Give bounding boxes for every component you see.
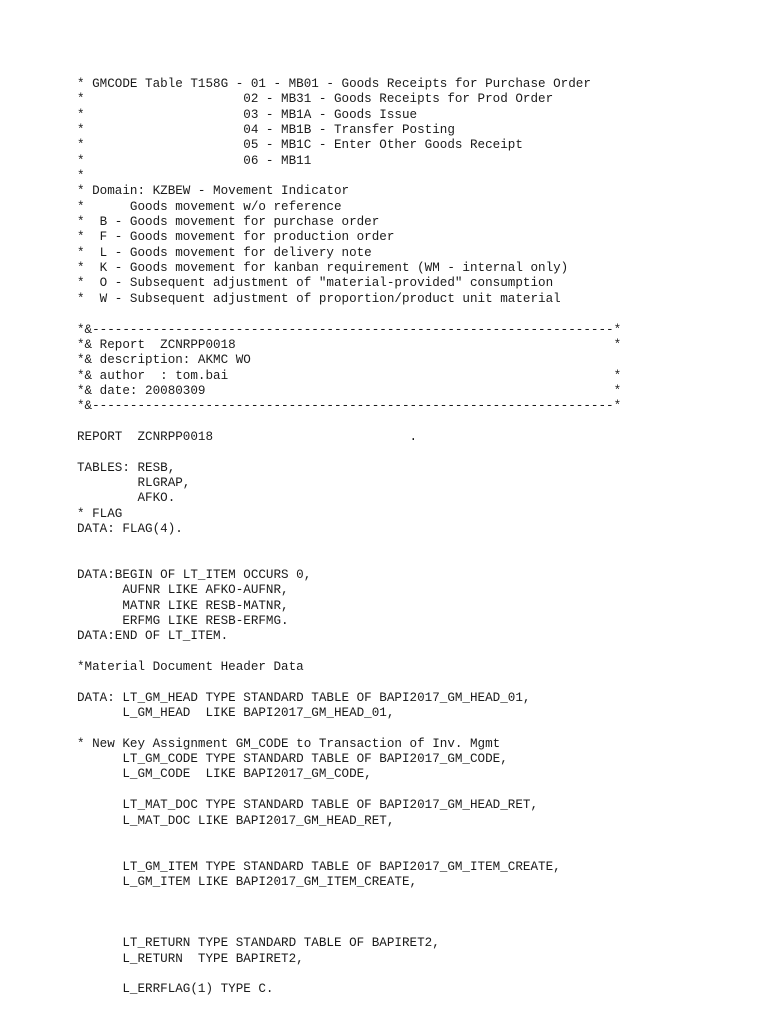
code-line: * 05 - MB1C - Enter Other Goods Receipt: [77, 138, 523, 153]
code-line: *& date: 20080309 *: [77, 383, 622, 398]
code-line: L_MAT_DOC LIKE BAPI2017_GM_HEAD_RET,: [77, 813, 395, 828]
code-line: * FLAG: [77, 506, 123, 521]
code-line: [77, 967, 757, 982]
code-document: [77, 77, 757, 998]
code-line: [77, 783, 757, 798]
code-line: TABLES: RESB,: [77, 460, 176, 475]
code-line: L_GM_CODE LIKE BAPI2017_GM_CODE,: [77, 767, 372, 782]
code-line: DATA:END OF LT_ITEM.: [77, 629, 229, 644]
code-line: [77, 445, 757, 460]
code-line: *Material Document Header Data: [77, 660, 304, 675]
code-line: * O - Subsequent adjustment of "material-provided" consumption: [77, 276, 554, 291]
code-line: * L - Goods movement for delivery note: [77, 245, 372, 260]
code-line: * B - Goods movement for purchase order: [77, 215, 380, 230]
code-line: L_ERRFLAG(1) TYPE C.: [77, 982, 274, 997]
code-line: * Goods movement w/o reference: [77, 199, 342, 214]
code-line: * GMCODE Table T158G - 01 - MB01 - Goods Receipts for Purchase Order: [77, 77, 591, 91]
code-line: REPORT ZCNRPP0018 .: [77, 429, 418, 444]
code-line: LT_MAT_DOC TYPE STANDARD TABLE OF BAPI2017_GM_HEAD_RET,: [77, 798, 539, 813]
code-line: * W - Subsequent adjustment of proportion/product unit material: [77, 291, 561, 306]
code-line: [77, 906, 757, 921]
code-line: [77, 415, 757, 430]
code-line: DATA:BEGIN OF LT_ITEM OCCURS 0,: [77, 568, 312, 582]
code-line: * K - Goods movement for kanban requirement (WM - internal only): [77, 261, 569, 276]
code-line: ERFMG LIKE RESB-ERFMG.: [77, 614, 289, 629]
code-line: [77, 829, 757, 844]
code-line: MATNR LIKE RESB-MATNR,: [77, 598, 289, 613]
code-line: *: [77, 169, 85, 184]
code-line: [77, 553, 757, 568]
code-line: DATA: FLAG(4).: [77, 521, 183, 536]
code-line: *&---------------------------------------------------------------------*: [77, 322, 622, 337]
code-line: * 03 - MB1A - Goods Issue: [77, 107, 418, 122]
code-line: * 04 - MB1B - Transfer Posting: [77, 123, 455, 138]
code-line: *& author : tom.bai *: [77, 368, 622, 383]
code-line: * 06 - MB11: [77, 153, 312, 168]
code-line: LT_RETURN TYPE STANDARD TABLE OF BAPIRET2,: [77, 936, 440, 951]
code-line: AFKO.: [77, 491, 176, 506]
code-line: DATA: LT_GM_HEAD TYPE STANDARD TABLE OF BAPI2017_GM_HEAD_01,: [77, 690, 531, 705]
code-line: [77, 921, 757, 936]
code-line: *& Report ZCNRPP0018 *: [77, 337, 622, 352]
code-line: * New Key Assignment GM_CODE to Transaction of Inv. Mgmt: [77, 736, 501, 751]
code-line: [77, 675, 757, 690]
code-line: [77, 721, 757, 736]
code-line: [77, 890, 757, 905]
code-line: L_RETURN TYPE BAPIRET2,: [77, 951, 304, 966]
code-line: [77, 645, 757, 660]
code-line: *& description: AKMC WO: [77, 353, 251, 368]
code-line: L_GM_HEAD LIKE BAPI2017_GM_HEAD_01,: [77, 706, 395, 721]
code-line: LT_GM_CODE TYPE STANDARD TABLE OF BAPI2017_GM_CODE,: [77, 752, 508, 767]
code-line: LT_GM_ITEM TYPE STANDARD TABLE OF BAPI2017_GM_ITEM_CREATE,: [77, 859, 561, 874]
code-line: L_GM_ITEM LIKE BAPI2017_GM_ITEM_CREATE,: [77, 874, 418, 889]
code-line: [77, 844, 757, 859]
code-line: * 02 - MB31 - Goods Receipts for Prod Order: [77, 92, 554, 107]
code-line: AUFNR LIKE AFKO-AUFNR,: [77, 583, 289, 598]
code-line: *&---------------------------------------------------------------------*: [77, 399, 622, 414]
code-line: RLGRAP,: [77, 475, 191, 490]
code-line: * Domain: KZBEW - Movement Indicator: [77, 184, 350, 199]
code-line: [77, 537, 757, 552]
code-line: [77, 307, 757, 322]
code-line: * F - Goods movement for production order: [77, 230, 395, 245]
